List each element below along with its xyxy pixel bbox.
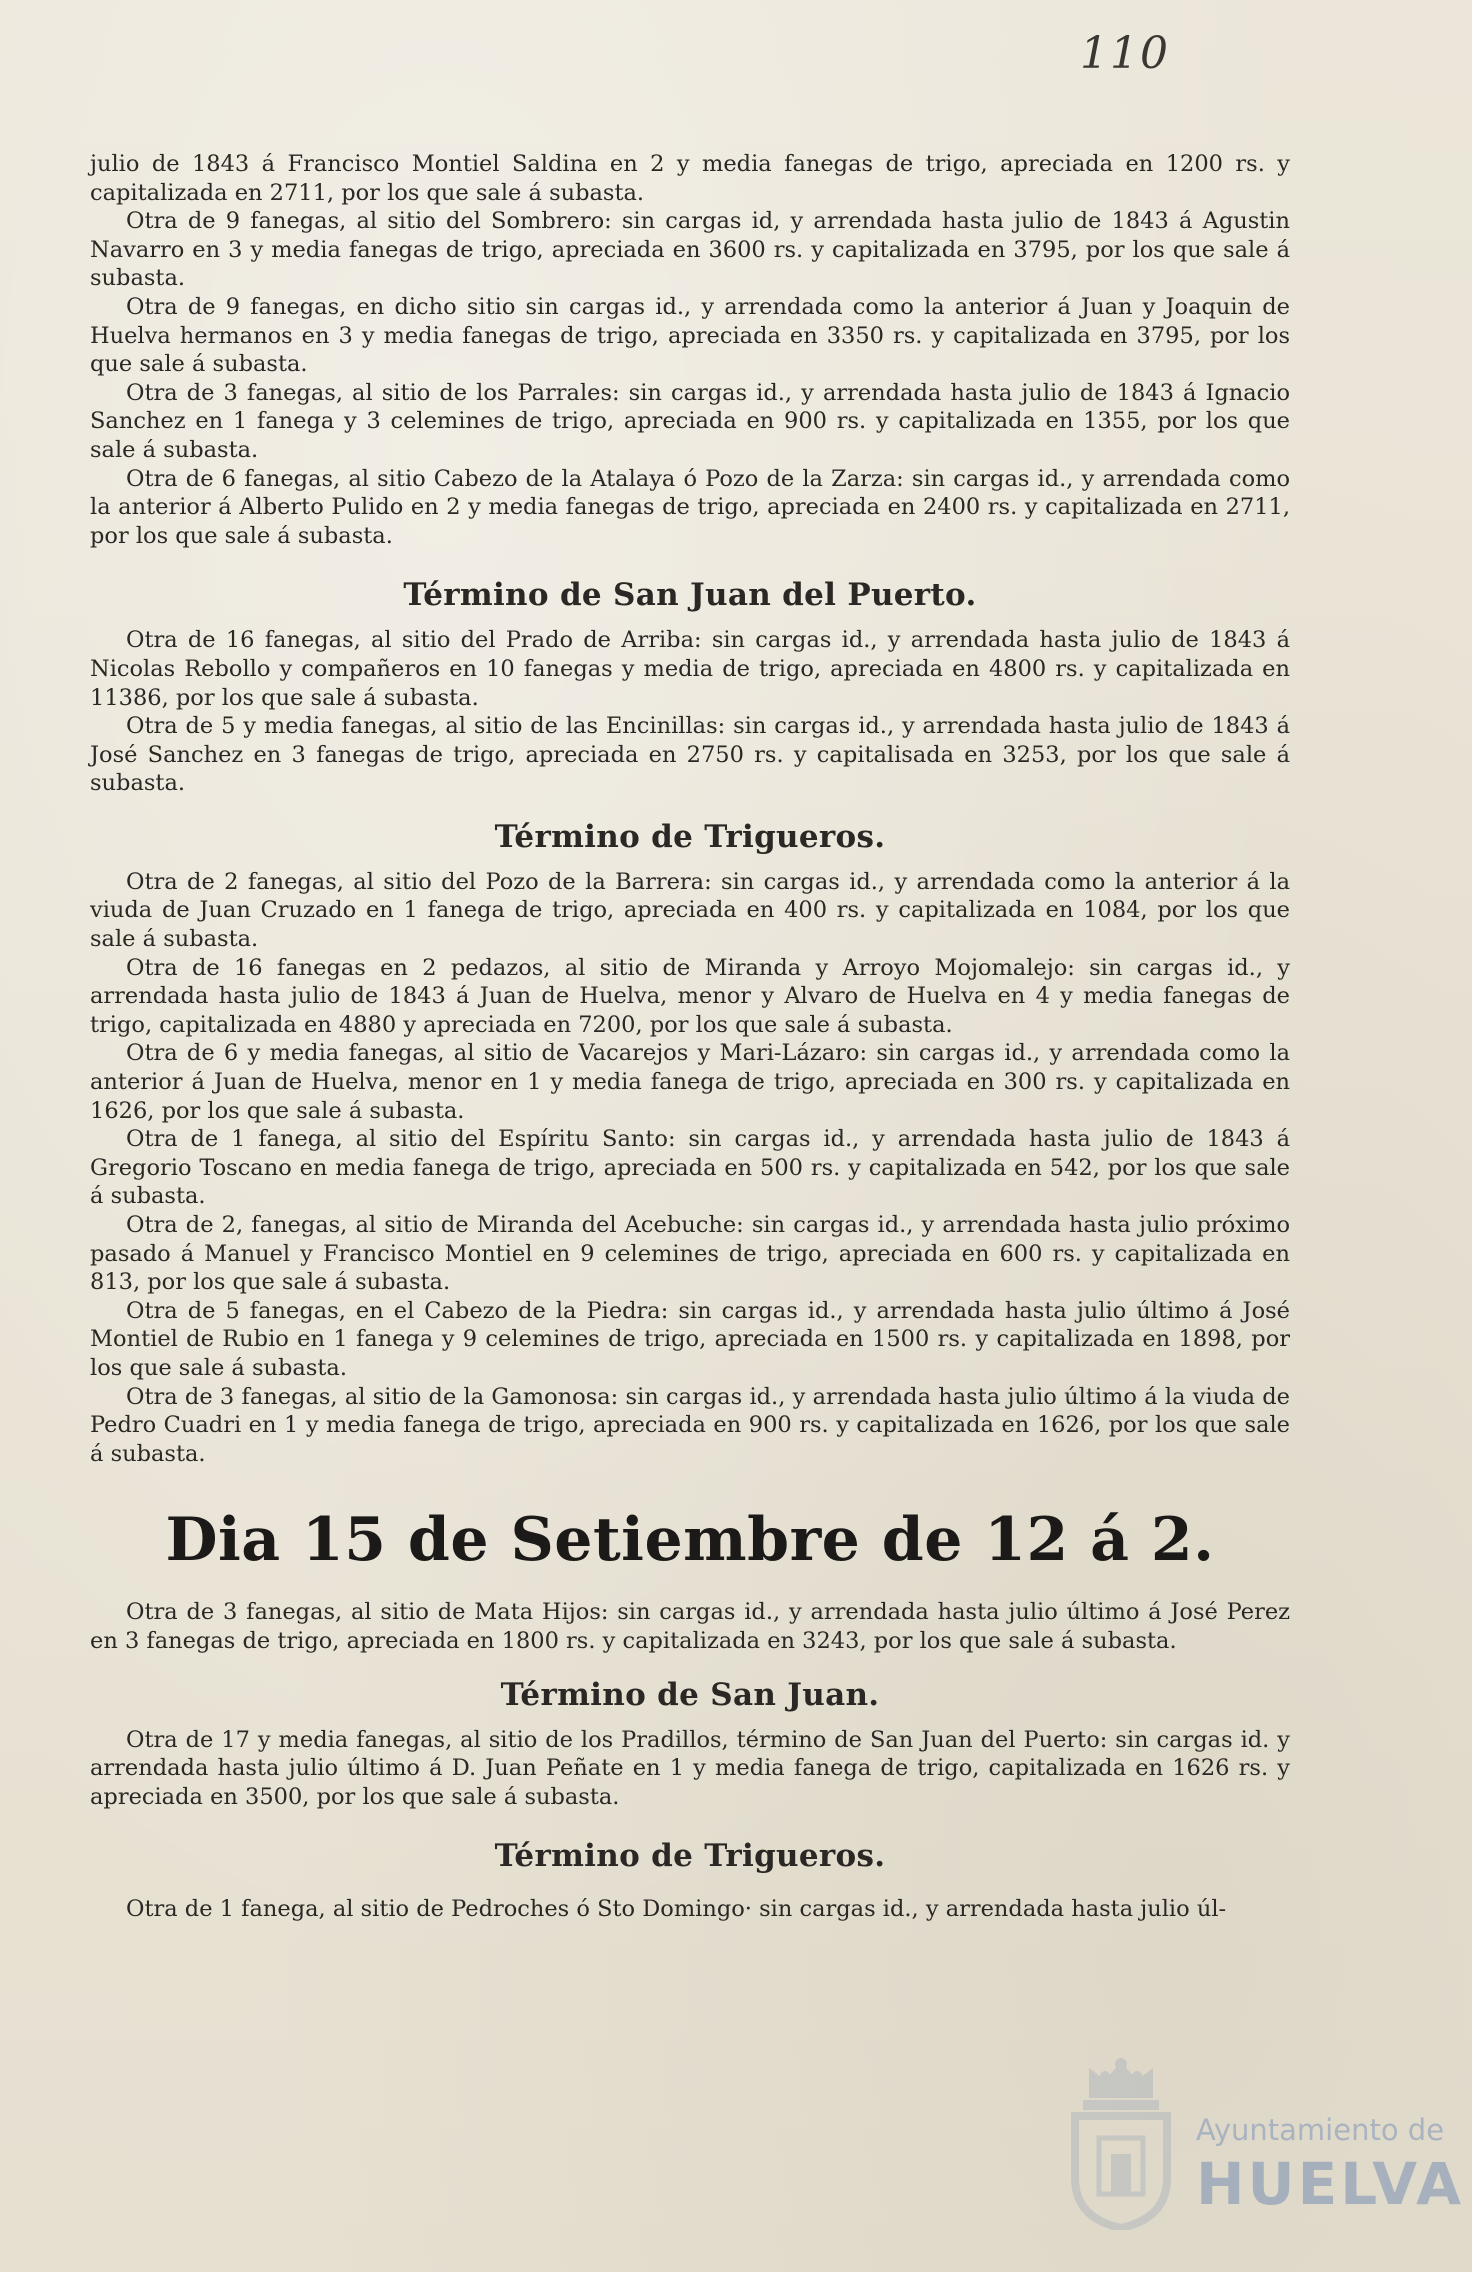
folio-number: 110	[1080, 28, 1170, 79]
paragraph: Otra de 6 y media fanegas, al sitio de Vacarejos y Mari-Lázaro: sin cargas id., y arrendada como la anterior á Juan de Huelva, menor en 1 y media fanega de trigo, apreciada en 300 rs. y capitalizada en 1626, por los que sale á subasta.	[90, 1040, 1290, 1124]
section-heading-trigueros-2: Término de Trigueros.	[494, 1838, 886, 1875]
paragraph: Otra de 1 fanega, al sitio de Pedroches ó Sto Domingo· sin cargas id., y arrendada hasta julio úl-	[126, 1896, 1227, 1923]
section-heading-san-juan-del-puerto: Término de San Juan del Puerto.	[403, 577, 977, 614]
paragraph: Otra de 16 fanegas, al sitio del Prado de Arriba: sin cargas id., y arrendada hasta julio de 1843 á Nicolas Rebollo y compañeros en 10 fanegas y media de trigo, apreciada en 4800 rs. y capitalizada en 11386, por los que sale á subasta.	[90, 627, 1290, 711]
paragraph: Otra de 16 fanegas en 2 pedazos, al sitio de Miranda y Arroyo Mojomalejo: sin cargas id., y arrendada hasta julio de 1843 á Juan de Huelva, menor y Alvaro de Huelva en 4 y media fanegas de trigo, capitalizada en 4880 y apreciada en 7200, por los que sale á subasta.	[90, 954, 1290, 1038]
paragraph: Otra de 2, fanegas, al sitio de Miranda del Acebuche: sin cargas id., y arrendada hasta julio próximo pasado á Manuel y Francisco Montiel en 9 celemines de trigo, apreciada en 600 rs. y capitalizada en 813, por los que sale á subasta.	[90, 1212, 1290, 1296]
paragraph: Otra de 9 fanegas, al sitio del Sombrero: sin cargas id, y arrendada hasta julio de 1843 á Agustin Navarro en 3 y media fanegas de trigo, apreciada en 3600 rs. y capitalizada en 3795, por los que sale á subasta.	[90, 208, 1290, 292]
paragraph: julio de 1843 á Francisco Montiel Saldina en 2 y media fanegas de trigo, apreciada en 1200 rs. y capitalizada en 2711, por los que sale á subasta.	[90, 151, 1290, 206]
paragraph: Otra de 17 y media fanegas, al sitio de los Pradillos, término de San Juan del Puerto: sin cargas id. y arrendada hasta julio último á D. Juan Peñate en 1 y media fanega de trigo, capitalizada en 1626 rs. y apreciada en 3500, por los que sale á subasta.	[90, 1726, 1290, 1810]
paragraph: Otra de 6 fanegas, al sitio Cabezo de la Atalaya ó Pozo de la Zarza: sin cargas id., y arrendada como la anterior á Alberto Pulido en 2 y media fanegas de trigo, apreciada en 2400 rs. y capitalizada en 2711, por los que sale á subasta.	[90, 465, 1290, 549]
paragraph: Otra de 5 y media fanegas, al sitio de las Encinillas: sin cargas id., y arrendada hasta julio de 1843 á José Sanchez en 3 fanegas de trigo, apreciada en 2750 rs. y capitalisada en 3253, por los que sale á subasta.	[90, 713, 1290, 797]
paragraph: Otra de 9 fanegas, en dicho sitio sin cargas id., y arrendada como la anterior á Juan y Joaquin de Huelva hermanos en 3 y media fanegas de trigo, apreciada en 3350 rs. y capitalizada en 3795, por los que sale á subasta.	[90, 293, 1290, 378]
coat-of-arms-icon	[1065, 2058, 1177, 2230]
paragraph: Otra de 3 fanegas, al sitio de la Gamonosa: sin cargas id., y arrendada hasta julio último á la viuda de Pedro Cuadri en 1 y media fanega de trigo, apreciada en 900 rs. y capitalizada en 1626, por los que sale á subasta.	[90, 1383, 1290, 1467]
document-body	[90, 150, 1290, 1924]
section-heading-trigueros: Término de Trigueros.	[494, 818, 886, 855]
paragraph: Otra de 2 fanegas, al sitio del Pozo de la Barrera: sin cargas id., y arrendada como la anterior á la viuda de Juan Cruzado en 1 fanega de trigo, apreciada en 400 rs. y capitalizada en 1084, por los que sale á subasta.	[90, 868, 1290, 953]
date-heading: Dia 15 de Setiembre de 12 á 2.	[165, 1505, 1215, 1576]
paragraph: Otra de 3 fanegas, al sitio de Mata Hijos: sin cargas id., y arrendada hasta julio último á José Perez en 3 fanegas de trigo, apreciada en 1800 rs. y capitalizada en 3243, por los que sale á subasta.	[90, 1599, 1290, 1654]
watermark-line1: Ayuntamiento de	[1196, 2113, 1445, 2147]
paragraph: Otra de 5 fanegas, en el Cabezo de la Piedra: sin cargas id., y arrendada hasta julio último á José Montiel de Rubio en 1 fanega y 9 celemines de trigo, apreciada en 1500 rs. y capitalizada en 1898, por los que sale á subasta.	[90, 1297, 1290, 1381]
section-heading-san-juan: Término de San Juan.	[500, 1676, 880, 1713]
paragraph: Otra de 1 fanega, al sitio del Espíritu Santo: sin cargas id., y arrendada hasta julio de 1843 á Gregorio Toscano en media fanega de trigo, apreciada en 500 rs. y capitalizada en 542, por los que sale á subasta.	[90, 1126, 1290, 1210]
watermark-line2: HUELVA	[1196, 2150, 1465, 2218]
paragraph: Otra de 3 fanegas, al sitio de los Parrales: sin cargas id., y arrendada hasta julio de 1843 á Ignacio Sanchez en 1 fanega y 3 celemines de trigo, apreciada en 900 rs. y capitalizada en 1355, por los que sale á subasta.	[90, 379, 1290, 463]
